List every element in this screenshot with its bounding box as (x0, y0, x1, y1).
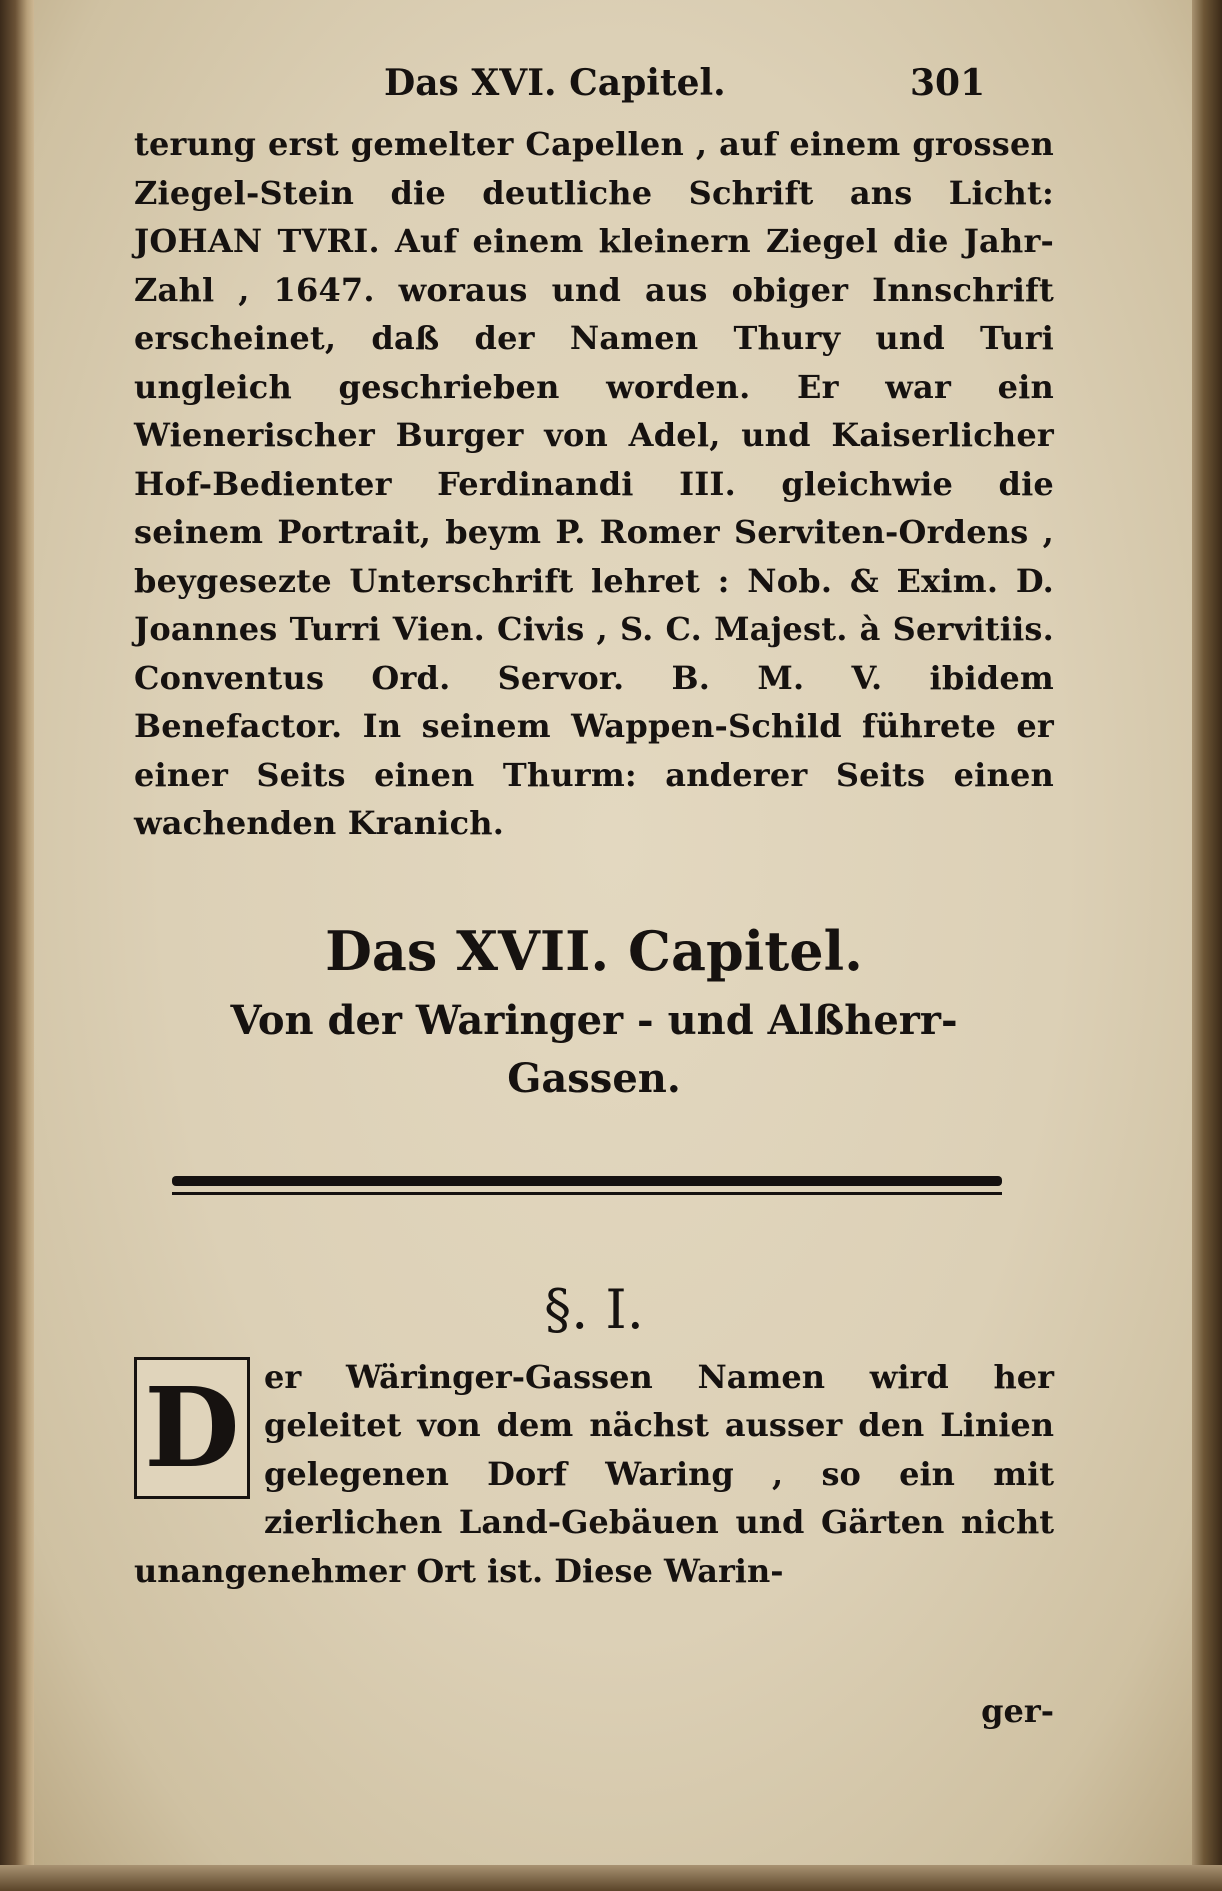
section-mark: §. I. (544, 1277, 644, 1341)
section-text: er Wäringer-Gassen Namen wird her geleitet von dem nächst ausser den Linien gelegenen Dorf Waring , so ein mit zierlichen Land-Gebäuen und Gärten nicht unangenehmer Ort ist. Diese Warin- (134, 1357, 1054, 1590)
page-content (134, 62, 1054, 1730)
page-bottom-edge (0, 1865, 1222, 1891)
rule-thin-line (172, 1192, 1002, 1195)
catchword: ger- (981, 1692, 1054, 1730)
book-spine-edge (0, 0, 34, 1891)
page-stack-edge (1192, 0, 1222, 1891)
chapter-subtitle: Von der Waringer - und Alßherr-Gassen. (230, 996, 958, 1102)
ornamental-rule (172, 1176, 1002, 1195)
book-page (34, 0, 1192, 1865)
decorated-initial (134, 1357, 250, 1499)
rule-thick-line (172, 1176, 1002, 1186)
initial-letter: D (144, 1362, 240, 1492)
running-head-title: Das XVI. Capitel. (384, 62, 726, 104)
chapter-heading: Das XVII. Capitel. (325, 918, 863, 983)
section-paragraph (134, 1353, 1054, 1596)
running-head (134, 62, 1054, 120)
page-number: 301 (910, 62, 986, 104)
body-paragraph: terung erst gemelter Capellen , auf einem grossen Ziegel-Stein die deutliche Schrift ans Licht: JOHAN TVRI. Auf einem kleinern Ziegel die Jahr-Zahl , 1647. woraus und aus obiger Innschrift erscheinet, daß der Namen Thury und Turi ungleich geschrieben worden. Er war ein Wienerischer Burger von Adel, und Kaiserlicher Hof-Bedienter Ferdinandi III. gleichwie die seinem Portrait, beym P. Romer Serviten-Ordens , beygesezte Unterschrift lehret : Nob. & Exim. D. Joannes Turri Vien. Civis , S. C. Majest. à Servitiis. Conventus Ord. Servor. B. M. V. ibidem Benefactor. In seinem Wappen-Schild führete er einer Seits einen Thurm: anderer Seits einen wachenden Kranich. (134, 125, 1054, 842)
